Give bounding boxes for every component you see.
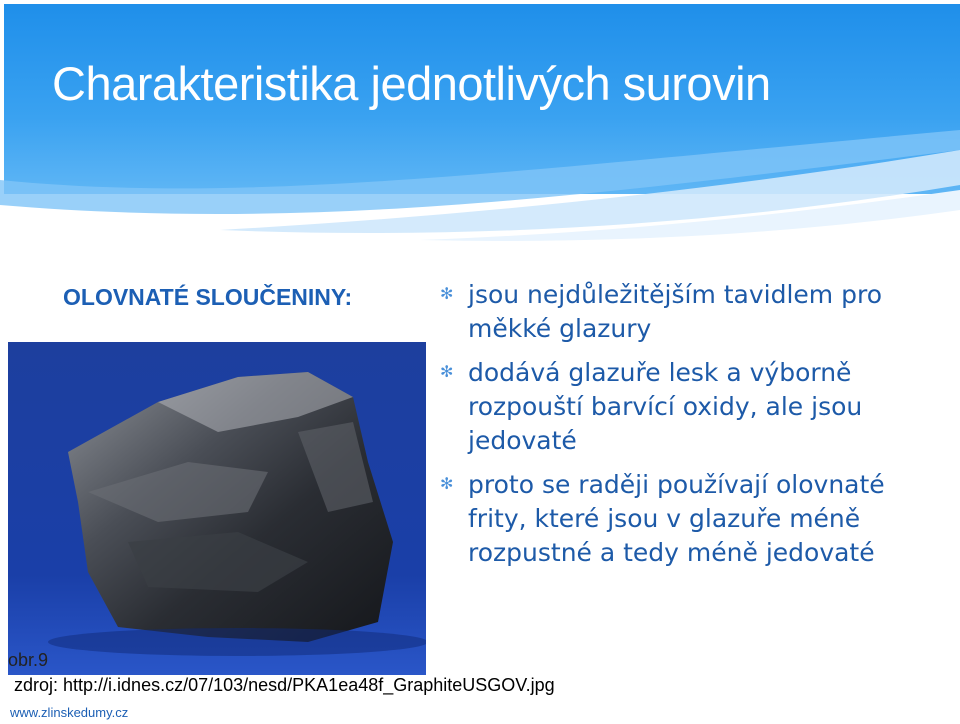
bullet-item	[440, 278, 950, 346]
bullet-text: proto se raději používají olovnaté frity, které jsou v glazuře méně rozpustné a tedy méně jedovaté	[468, 470, 885, 567]
slide-title: Charakteristika jednotlivých surovin	[52, 57, 771, 110]
section-label: OLOVNATÉ SLOUČENINY:	[63, 284, 353, 310]
footer-url[interactable]: www.zlinskedumy.cz	[10, 705, 129, 720]
bullet-item	[440, 468, 950, 570]
bullet-text: dodává glazuře lesk a výborně rozpouští barvící oxidy, ale jsou jedovaté	[468, 358, 863, 455]
image-source: zdroj: http://i.idnes.cz/07/103/nesd/PKA1ea48f_GraphiteUSGOV.jpg	[14, 675, 555, 695]
bullet-item	[440, 356, 950, 458]
bullet-list	[440, 278, 950, 580]
header-swoosh	[0, 110, 960, 290]
asterisk-icon: ✻	[440, 474, 454, 493]
image-caption: obr.9	[8, 650, 49, 670]
graphite-photo	[8, 342, 426, 675]
bullet-text: jsou nejdůležitějším tavidlem pro měkké glazury	[468, 280, 882, 343]
asterisk-icon: ✻	[440, 284, 454, 303]
asterisk-icon: ✻	[440, 362, 454, 381]
